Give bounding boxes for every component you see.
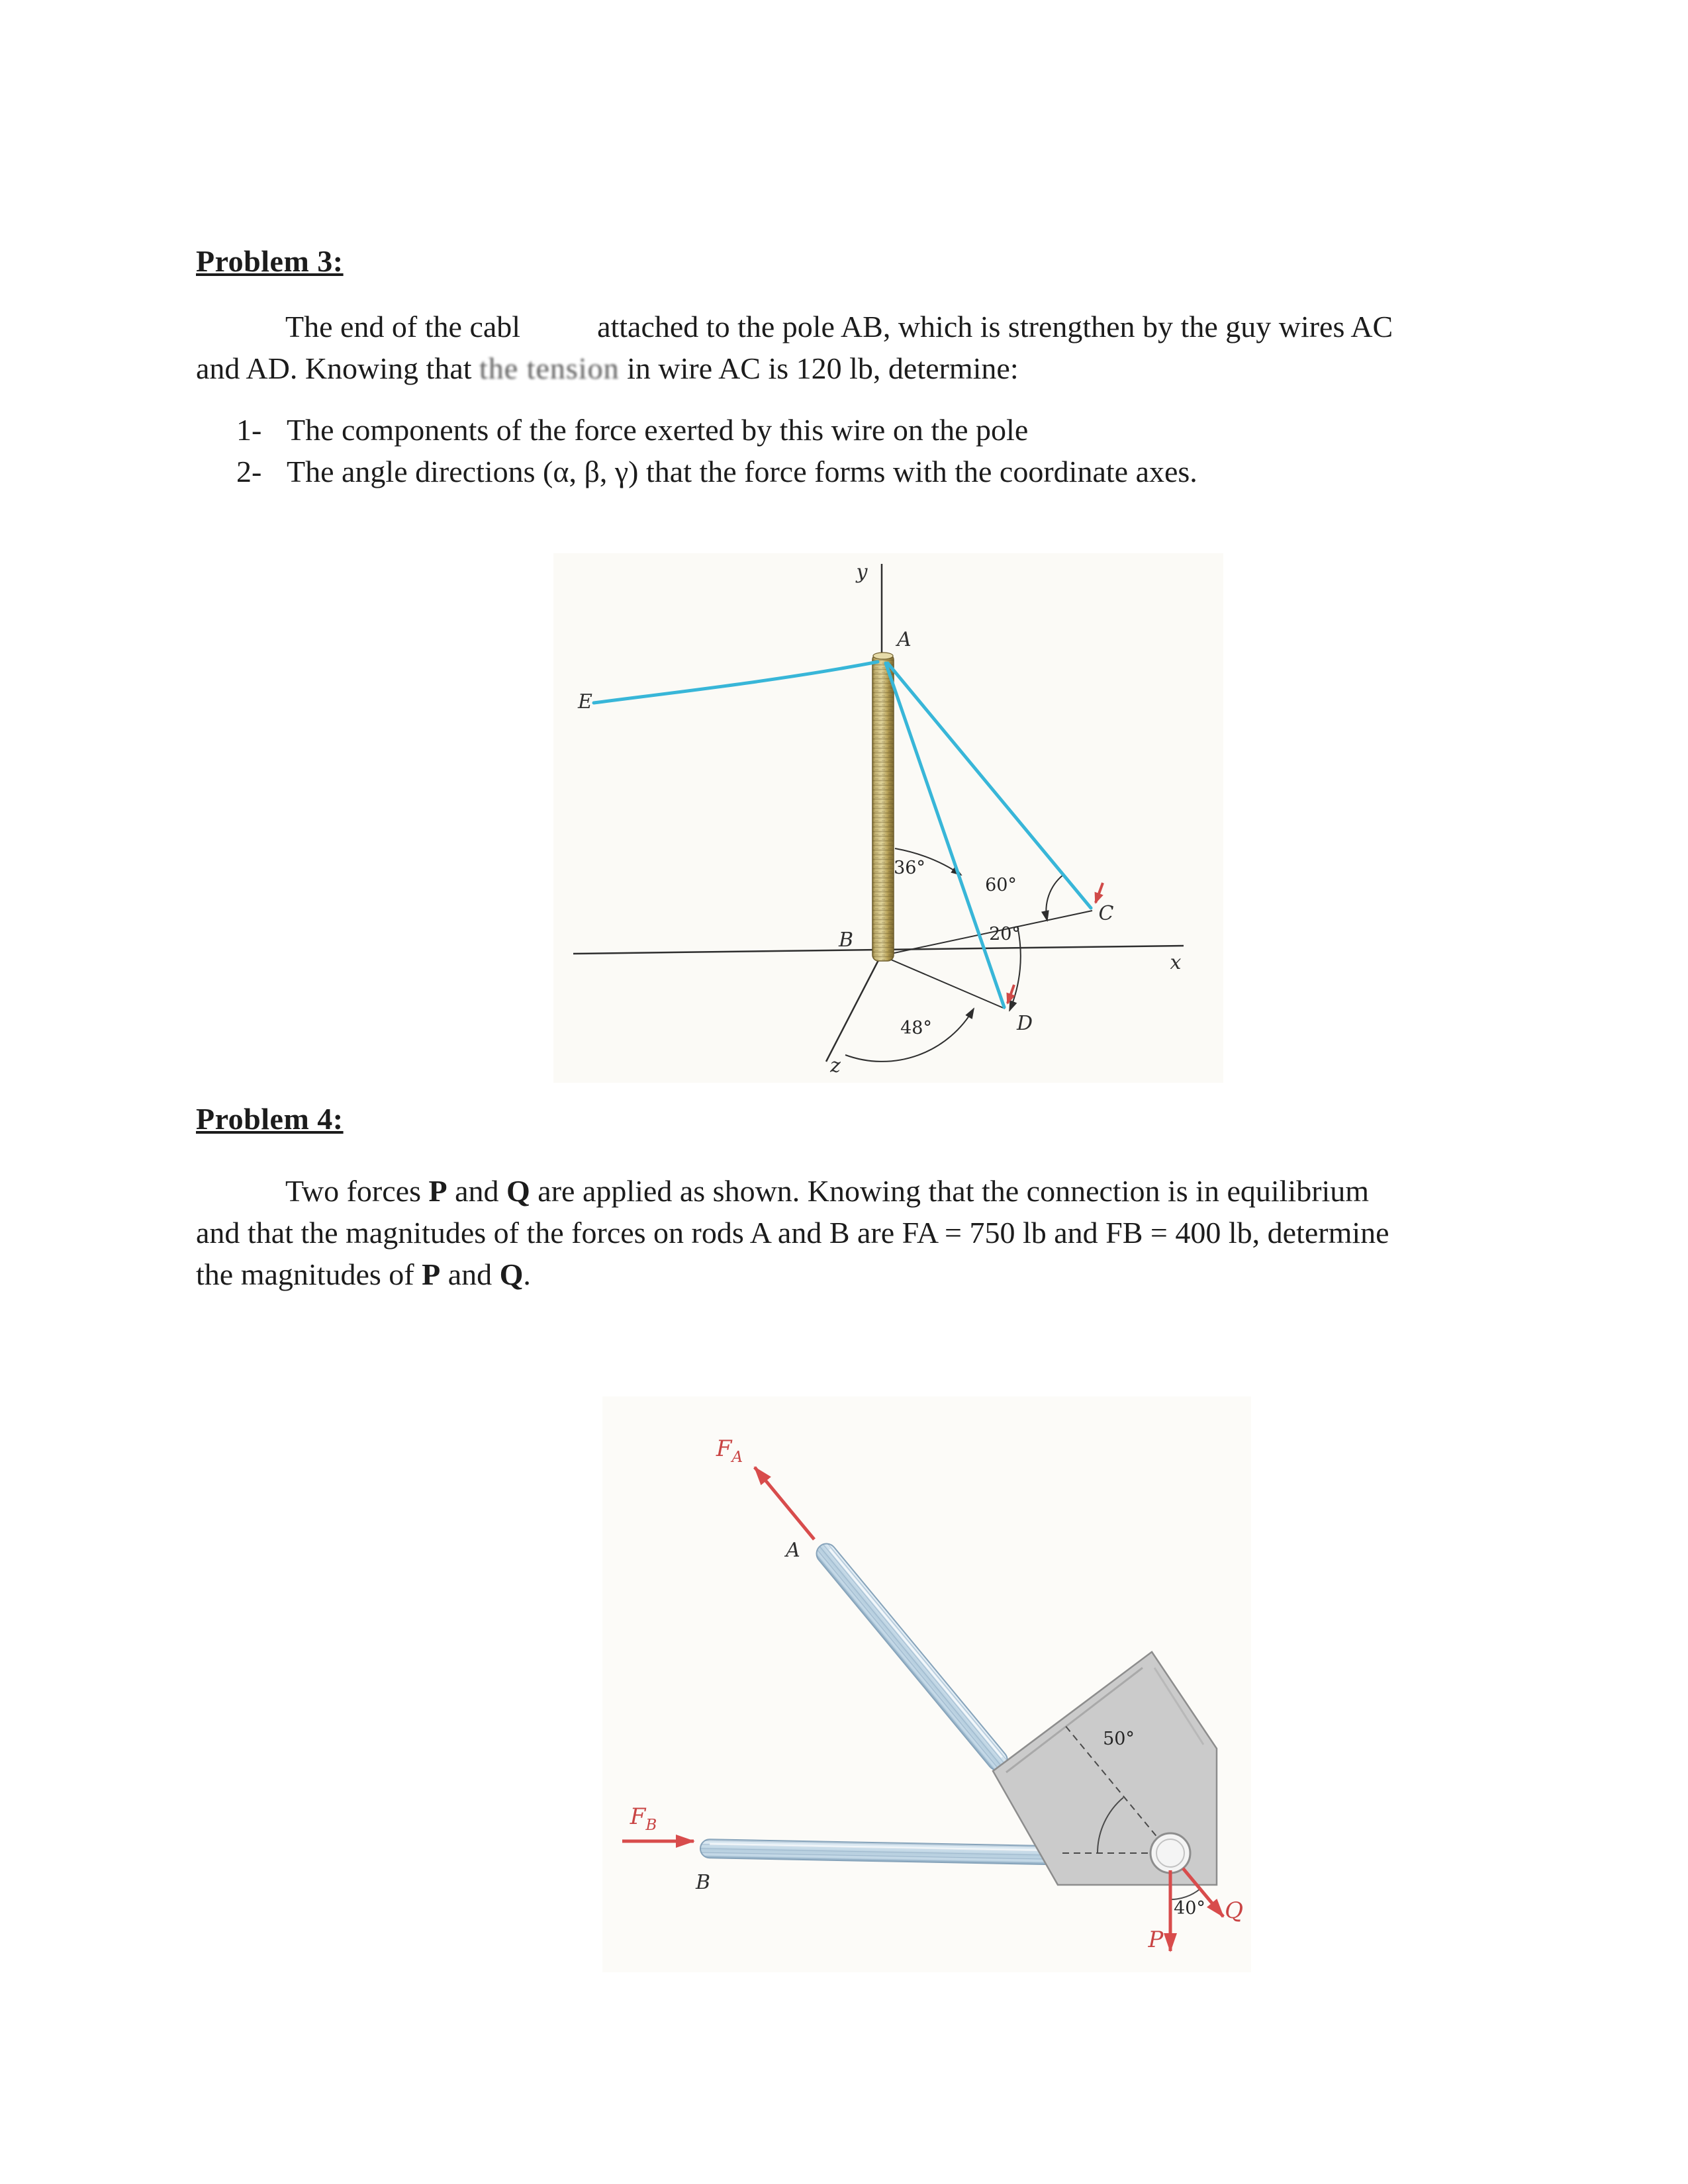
- problem3-intro-smudged-text: the tension: [479, 351, 620, 385]
- rod-label-a: A: [786, 1539, 800, 1562]
- item-text: The angle directions (α, β, γ) that the force forms with the coordinate axes.: [287, 455, 1197, 488]
- angle-label-60: 60°: [985, 875, 1017, 895]
- force-label-p: P: [1148, 1927, 1164, 1953]
- problem4-intro-part4: and: [440, 1257, 500, 1291]
- angle-label-40: 40°: [1174, 1898, 1205, 1919]
- problem3-list: [236, 410, 1428, 494]
- angle-label-50: 50°: [1103, 1729, 1135, 1749]
- axis-label-z: z: [830, 1054, 841, 1077]
- pin-hole: [1150, 1833, 1190, 1873]
- problem3-intro-part1: The end of the cabl: [285, 310, 521, 343]
- angle-label-48: 48°: [900, 1018, 932, 1038]
- axis-label-x: x: [1170, 951, 1182, 974]
- force-q-bold: Q: [499, 1257, 524, 1291]
- problem4-intro-part1: Two forces: [285, 1174, 429, 1208]
- problem4-intro-part5: .: [523, 1257, 531, 1291]
- figure1-pole-diagram: [543, 549, 1231, 1092]
- pole-top-cap: [873, 653, 893, 659]
- point-label-e: E: [578, 690, 592, 713]
- point-label-b: B: [838, 929, 854, 952]
- angle-label-36: 36°: [894, 858, 925, 878]
- force-label-q: Q: [1225, 1897, 1243, 1924]
- list-item: [236, 410, 1428, 450]
- force-label-fb: $F_B$: [630, 1803, 657, 1834]
- point-label-d: D: [1016, 1012, 1033, 1035]
- problem3-intro: [196, 306, 1397, 389]
- item-number: 1-: [236, 413, 262, 447]
- problem3-intro-part2: attached to the pole AB, which is strengthen by the guy wires AC and AD. Knowing that: [196, 310, 1393, 385]
- item-number: 2-: [236, 455, 262, 488]
- force-p-bold: P: [428, 1174, 447, 1208]
- problem3-intro-part3: in wire AC is 120 lb, determine:: [619, 351, 1019, 385]
- problem4-intro: [196, 1170, 1397, 1295]
- figure2-connection-diagram: [596, 1390, 1258, 1979]
- angle-label-20: 20°: [989, 924, 1021, 944]
- point-label-c: C: [1098, 902, 1114, 925]
- list-item: [236, 452, 1428, 492]
- point-label-a: A: [897, 628, 912, 651]
- problem4-intro-part3: are applied as shown. Knowing that the connection is in equilibrium and that the magnitudes of the forces on rods A and B are FA = 750 lb and FB = 400 lb, determine the magnitudes of: [196, 1174, 1389, 1291]
- problem3-heading: Problem 3:: [196, 244, 344, 278]
- item-text: The components of the force exerted by this wire on the pole: [287, 413, 1029, 447]
- force-q-bold: Q: [506, 1174, 530, 1208]
- force-label-fa: $F_A$: [716, 1435, 743, 1466]
- pole-ab: [872, 653, 894, 961]
- rod-label-b: B: [695, 1871, 711, 1894]
- force-p-bold: P: [422, 1257, 441, 1291]
- problem4-intro-part2: and: [447, 1174, 507, 1208]
- problem4-heading: Problem 4:: [196, 1102, 344, 1136]
- axis-label-y: y: [856, 561, 868, 584]
